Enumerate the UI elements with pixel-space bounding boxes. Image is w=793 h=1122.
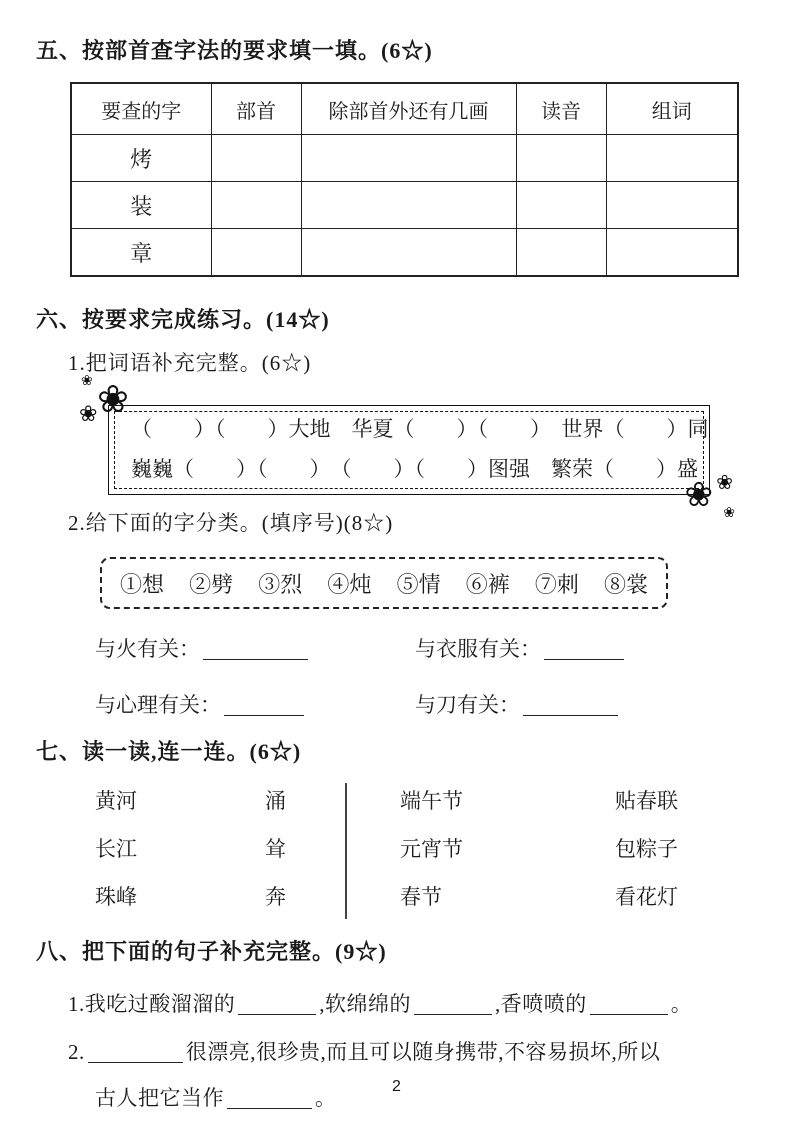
numbered-character: ④炖	[327, 571, 372, 597]
sentence-text: ,香喷喷的	[495, 992, 587, 1016]
match-item: 珠峰	[95, 885, 137, 909]
table-row	[71, 135, 738, 182]
answer-blank[interactable]	[590, 992, 668, 1015]
sentence-1	[68, 987, 793, 1021]
word-completion-line: （ ）（ ）大地 华夏（ ）（ ） 世界（ ）同	[131, 417, 709, 441]
word-completion-line: 巍巍（ ）（ ） （ ）（ ）图强 繁荣（ ）盛	[131, 457, 698, 481]
section7-heading: 七、读一读,连一连。(6☆)	[36, 739, 302, 764]
answer-blank[interactable]	[224, 693, 304, 716]
numbered-character: ②劈	[189, 571, 234, 597]
category-item	[95, 635, 415, 663]
sentence-text: ,软绵绵的	[319, 992, 411, 1016]
match-item: 黄河	[95, 789, 137, 813]
section6-sub1-heading: 1.把词语补充完整。(6☆)	[68, 351, 312, 375]
category-label: 与心理有关：	[95, 693, 221, 717]
numbered-character: ①想	[120, 571, 165, 597]
answer-blank[interactable]	[203, 637, 308, 660]
answer-blank[interactable]	[414, 992, 492, 1015]
table-header-row	[71, 83, 738, 135]
category-item	[415, 635, 695, 663]
match-item: 元宵节	[400, 837, 463, 861]
numbered-character: ⑧裳	[603, 571, 648, 597]
numbered-character: ⑤情	[396, 571, 441, 597]
category-label: 与火有关：	[95, 637, 200, 661]
flower-icon: ❀	[79, 402, 98, 427]
answer-cell[interactable]	[606, 182, 738, 229]
numbered-character: ③烈	[258, 571, 303, 597]
sentence-text: 很漂亮,很珍贵,而且可以随身携带,不容易损坏,所以	[185, 1040, 661, 1064]
divider-line	[345, 783, 347, 919]
sentence-2-line-1	[68, 1035, 793, 1069]
column-header-radical: 部首	[211, 83, 301, 135]
match-item: 包粽子	[615, 837, 678, 861]
flower-icon: ❀	[723, 505, 735, 521]
lookup-char: 烤	[71, 135, 211, 182]
column-header-pronunciation: 读音	[516, 83, 606, 135]
sentence-text: 1.我吃过酸溜溜的	[68, 992, 236, 1016]
table-row	[71, 182, 738, 229]
radical-lookup-table	[70, 82, 739, 277]
column-header-char: 要查的字	[71, 83, 211, 135]
section8-heading: 八、把下面的句子补充完整。(9☆)	[36, 939, 387, 964]
match-item: 贴春联	[615, 789, 678, 813]
table-row	[71, 229, 738, 277]
section6-heading: 六、按要求完成练习。(14☆)	[36, 307, 330, 332]
matching-exercise	[0, 777, 793, 921]
match-item: 端午节	[400, 789, 463, 813]
answer-blank[interactable]	[523, 693, 618, 716]
flower-icon: ❀	[97, 377, 129, 421]
section5-heading: 五、按部首查字法的要求填一填。(6☆)	[36, 38, 433, 63]
match-item: 看花灯	[615, 885, 678, 909]
page-number: 2	[392, 1078, 401, 1095]
answer-blank[interactable]	[544, 637, 624, 660]
match-row	[95, 873, 793, 921]
category-item	[415, 691, 695, 719]
sentence-text: 古人把它当作	[95, 1086, 224, 1110]
answer-cell[interactable]	[516, 229, 606, 277]
match-row	[95, 825, 793, 873]
category-label: 与衣服有关：	[415, 637, 541, 661]
flower-icon: ❀	[716, 470, 733, 494]
match-item: 涌	[265, 789, 286, 813]
match-item: 奔	[265, 885, 286, 909]
category-item	[95, 691, 415, 719]
match-item: 春节	[400, 885, 442, 909]
answer-cell[interactable]	[211, 135, 301, 182]
answer-cell[interactable]	[211, 182, 301, 229]
category-grid	[95, 635, 695, 719]
answer-blank[interactable]	[88, 1040, 183, 1063]
answer-cell[interactable]	[516, 182, 606, 229]
column-header-strokes: 除部首外还有几画	[301, 83, 516, 135]
answer-cell[interactable]	[211, 229, 301, 277]
numbered-character: ⑦刺	[534, 571, 579, 597]
match-item: 长江	[95, 837, 137, 861]
sentence-text: 2.	[68, 1040, 85, 1064]
match-row	[95, 777, 793, 825]
answer-cell[interactable]	[301, 135, 516, 182]
section6-sub2-heading: 2.给下面的字分类。(填序号)(8☆)	[68, 511, 394, 535]
sentence-text: 。	[670, 992, 693, 1016]
word-completion-box	[79, 373, 735, 521]
match-item: 耸	[265, 837, 286, 861]
lookup-char: 章	[71, 229, 211, 277]
numbered-character: ⑥裤	[465, 571, 510, 597]
category-label: 与刀有关：	[415, 693, 520, 717]
answer-cell[interactable]	[301, 182, 516, 229]
answer-cell[interactable]	[606, 229, 738, 277]
character-list-box	[100, 557, 668, 609]
column-header-word: 组词	[606, 83, 738, 135]
sentence-text: 。	[315, 1086, 337, 1110]
answer-blank[interactable]	[238, 992, 316, 1015]
answer-cell[interactable]	[516, 135, 606, 182]
answer-cell[interactable]	[606, 135, 738, 182]
flower-icon: ❀	[81, 373, 93, 389]
flower-icon: ❀	[684, 475, 713, 515]
answer-cell[interactable]	[301, 229, 516, 277]
lookup-char: 装	[71, 182, 211, 229]
